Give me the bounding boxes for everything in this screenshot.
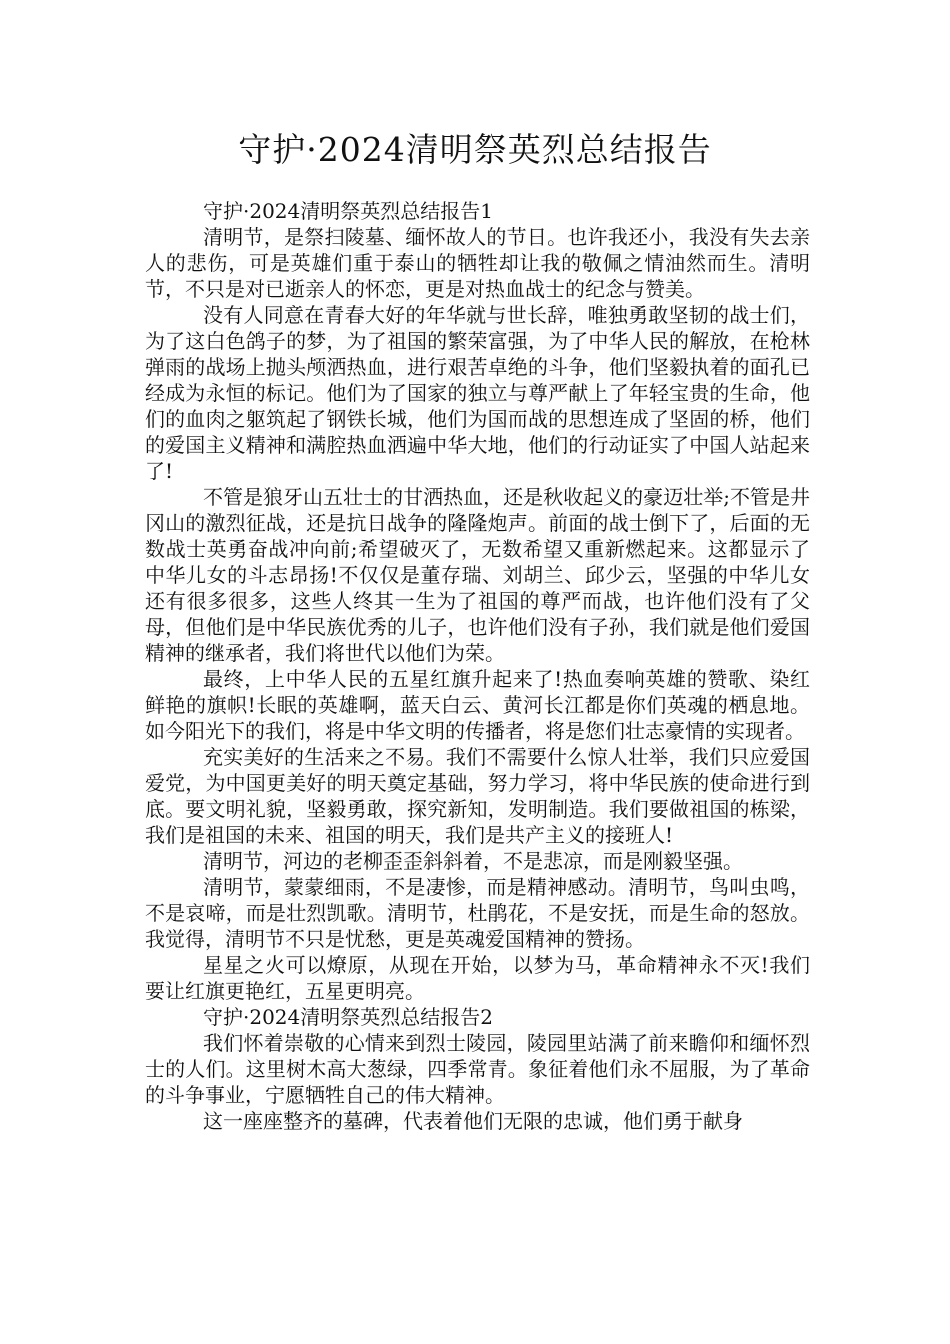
paragraph: 充实美好的生活来之不易。我们不需要什么惊人壮举，我们只应爱国爱党，为中国更美好的明天奠定基础，努力学习，将中华民族的使命进行到底。要文明礼貌，坚毅勇敢，探究新知，发明制造。我们要做祖国的栋梁，我们是祖国的未来、祖国的明天，我们是共产主义的接班人! [145,745,810,847]
paragraph: 我们怀着崇敬的心情来到烈士陵园，陵园里站满了前来瞻仰和缅怀烈士的人们。这里树木高大葱绿，四季常青。象征着他们永不屈服，为了革命的斗争事业，宁愿牺牲自己的伟大精神。 [145,1031,810,1107]
document-title: 守护·2024清明祭英烈总结报告 [238,130,712,169]
section-heading: 守护·2024清明祭英烈总结报告2 [203,1005,493,1029]
paragraph: 星星之火可以燎原，从现在开始，以梦为马，革命精神永不灭!我们要让红旗更艳红，五星更明亮。 [145,953,810,1003]
section-heading: 守护·2024清明祭英烈总结报告1 [203,199,493,223]
paragraph: 不管是狼牙山五壮士的甘洒热血，还是秋收起义的豪迈壮举;不管是井冈山的激烈征战，还是抗日战争的隆隆炮声。前面的战士倒下了，后面的无数战士英勇奋战冲向前;希望破灭了，无数希望又重新燃起来。这都显示了中华儿女的斗志昂扬!不仅仅是董存瑞、刘胡兰、邱少云，坚强的中华儿女还有很多很多，这些人终其一生为了祖国的尊严而战，也许他们没有了父母，但他们是中华民族优秀的儿子，也许他们没有子孙，我们就是他们爱国精神的继承者，我们将世代以他们为荣。 [145,485,810,665]
document-body [145,198,810,1134]
report-section-2 [145,1004,810,1134]
report-section-1 [145,198,810,1004]
paragraph: 没有人同意在青春大好的年华就与世长辞，唯独勇敢坚韧的战士们，为了这白色鸽子的梦，为了祖国的繁荣富强，为了中华人民的解放，在枪林弹雨的战场上抛头颅洒热血，进行艰苦卓绝的斗争，他们坚毅执着的面孔已经成为永恒的标记。他们为了国家的独立与尊严献上了年轻宝贵的生命，他们的血肉之躯筑起了钢铁长城，他们为国而战的思想连成了坚固的桥，他们的爱国主义精神和满腔热血洒遍中华大地，他们的行动证实了中国人站起来了! [145,303,810,483]
paragraph: 清明节，蒙蒙细雨，不是凄惨，而是精神感动。清明节，鸟叫虫鸣，不是哀啼，而是壮烈凯歌。清明节，杜鹃花，不是安抚，而是生命的怒放。我觉得，清明节不只是忧愁，更是英魂爱国精神的赞扬。 [145,875,810,951]
paragraph: 清明节，是祭扫陵墓、缅怀故人的节日。也许我还小，我没有失去亲人的悲伤，可是英雄们重于泰山的牺牲却让我的敬佩之情油然而生。清明节，不只是对已逝亲人的怀恋，更是对热血战士的纪念与赞美。 [145,225,810,301]
paragraph: 这一座座整齐的墓碑，代表着他们无限的忠诚，他们勇于献身 [203,1109,743,1133]
paragraph: 最终，上中华人民的五星红旗升起来了!热血奏响英雄的赞歌、染红鲜艳的旗帜!长眠的英雄啊，蓝天白云、黄河长江都是你们英魂的栖息地。如今阳光下的我们，将是中华文明的传播者，将是您们壮志豪情的实现者。 [145,667,810,743]
paragraph: 清明节，河边的老柳歪歪斜斜着，不是悲凉，而是刚毅坚强。 [203,849,743,873]
